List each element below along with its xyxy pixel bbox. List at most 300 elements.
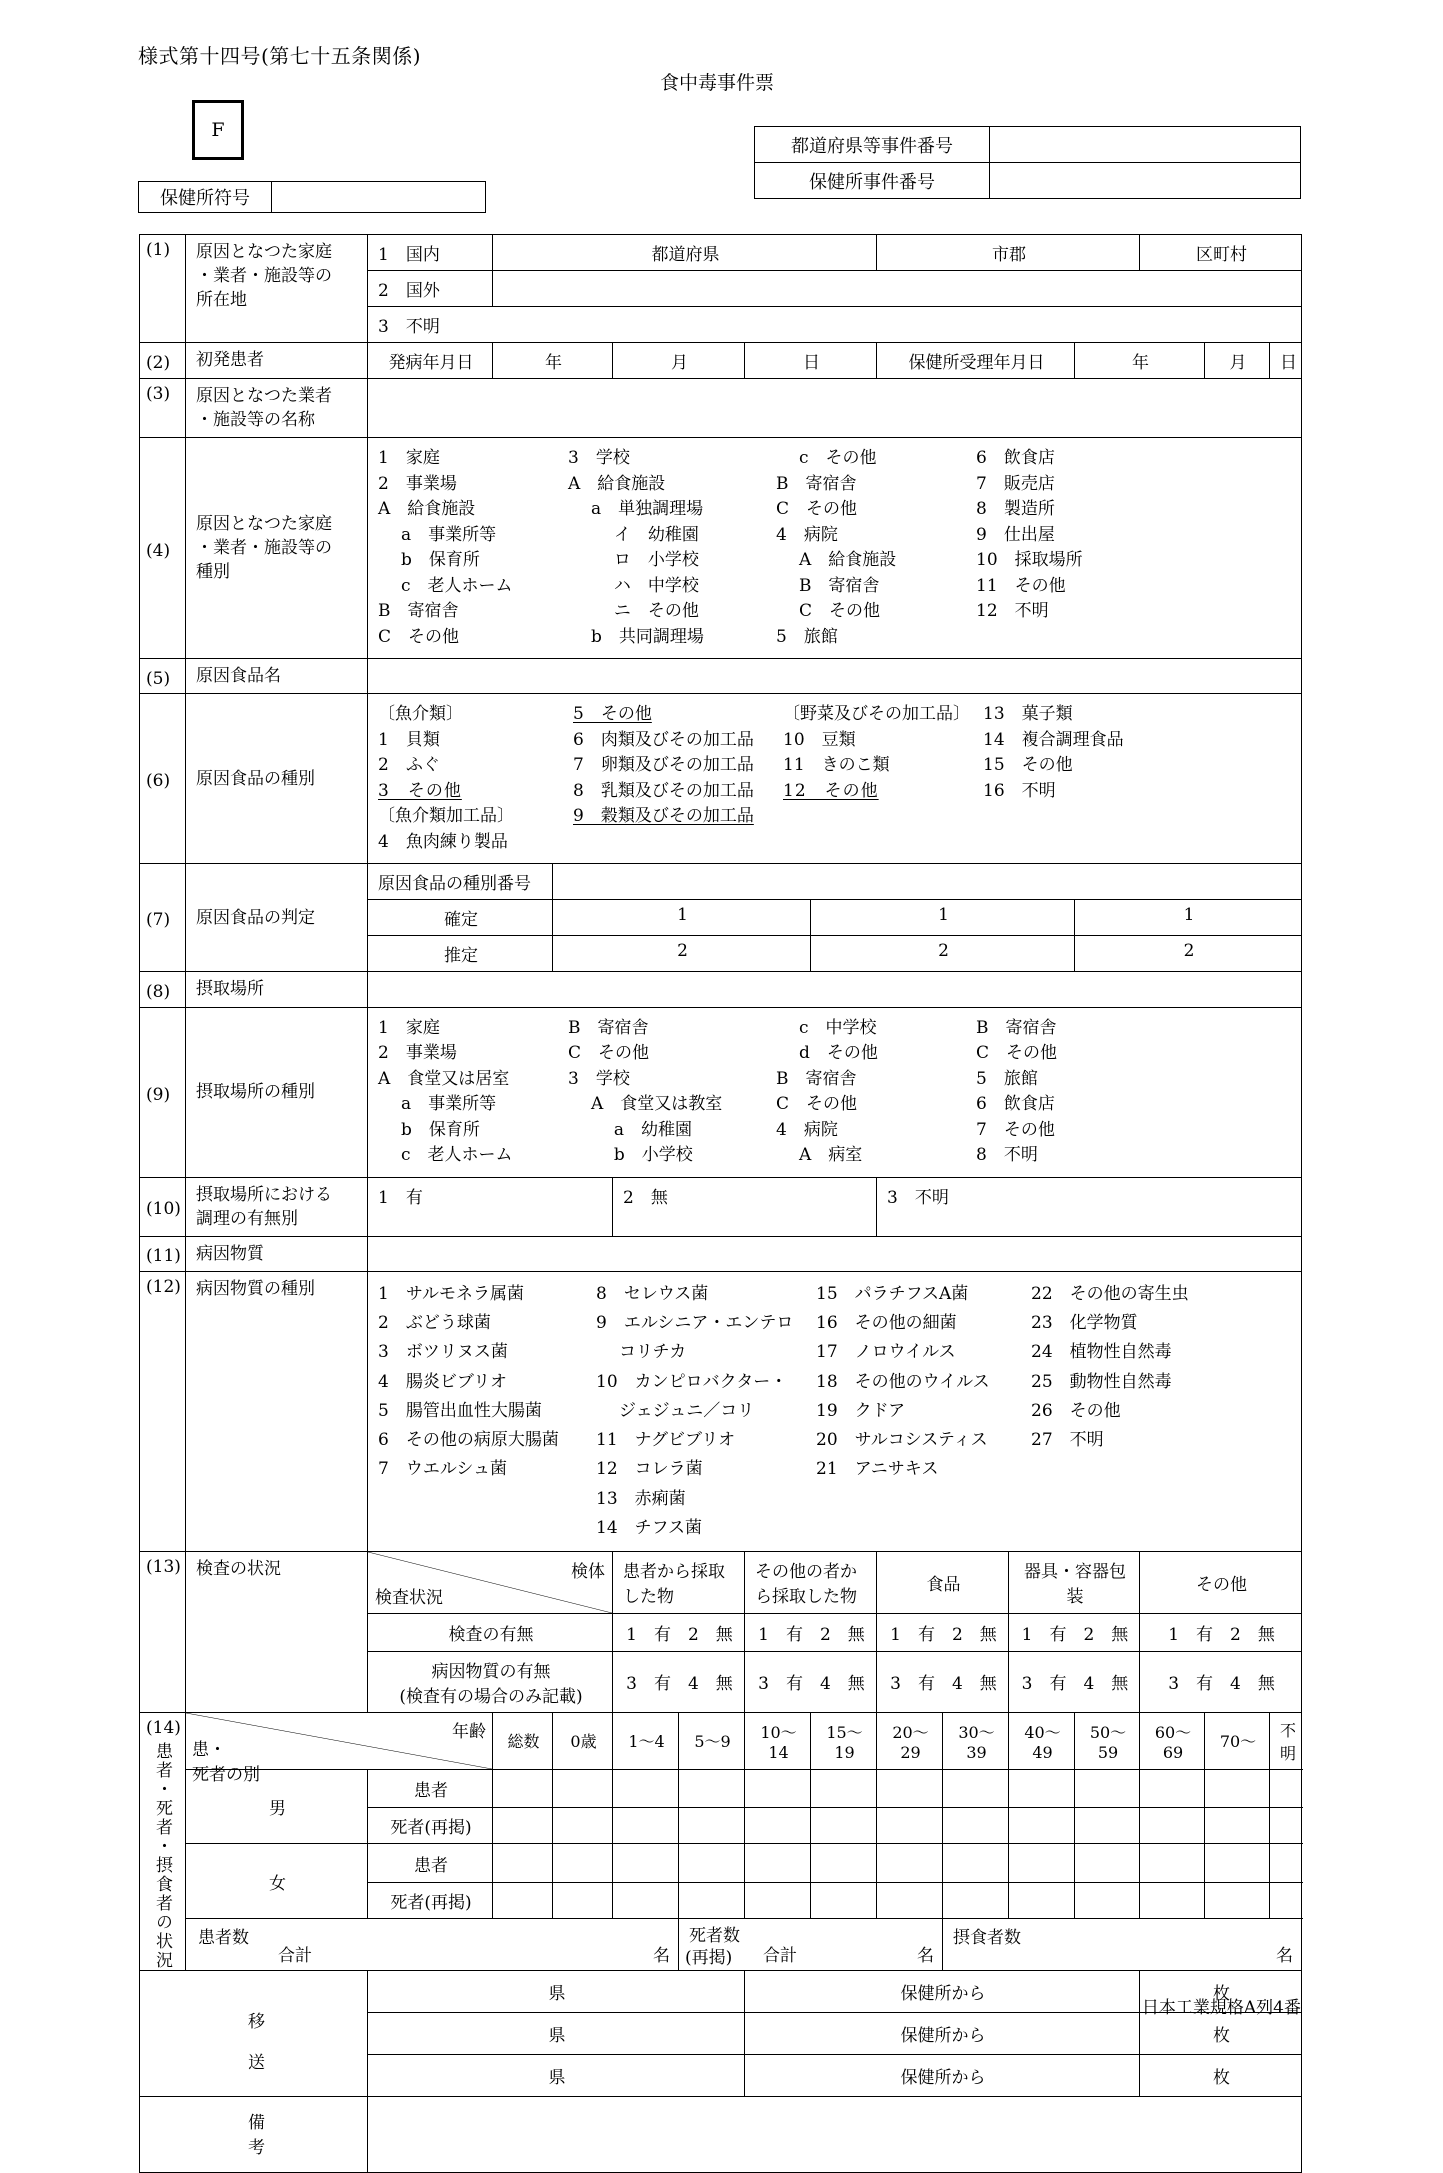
col-sonota-l1: その他の者か bbox=[755, 1561, 857, 1582]
transfer-1-hokenjo[interactable]: 保健所から bbox=[745, 1970, 1140, 2012]
transfer-label bbox=[140, 1970, 368, 2096]
female-dead-40-49[interactable] bbox=[1009, 1882, 1075, 1918]
opt-saishu-basho[interactable]: 10 採取場所 bbox=[976, 550, 1083, 571]
section-6-label: 原因食品の種別 bbox=[186, 694, 368, 864]
opt9-rojin-home[interactable]: c 老人ホーム bbox=[400, 1145, 513, 1165]
hatsubyo-getsu[interactable]: 月 bbox=[613, 343, 745, 379]
section-8-input[interactable] bbox=[368, 972, 1302, 1007]
s13-r1-c5[interactable]: 1 有 2 無 bbox=[1140, 1613, 1302, 1651]
shisha-su-block bbox=[679, 1918, 943, 1970]
section-13-kensajokyo-label: 検査状況 bbox=[375, 1587, 443, 1608]
opt-kairui[interactable]: 1 貝類 bbox=[378, 729, 440, 750]
section-1-number: (1) bbox=[140, 235, 186, 343]
row-section-13 bbox=[140, 1551, 1302, 1613]
section-13-col-shokuhin: 食品 bbox=[877, 1551, 1009, 1613]
section-6-col2 bbox=[573, 702, 783, 855]
female-dead-5-9[interactable] bbox=[679, 1882, 745, 1918]
row-section-12 bbox=[140, 1271, 1302, 1551]
section-7-suitei-3[interactable]: 2 bbox=[1075, 936, 1302, 972]
opt9-kishukusha[interactable]: B 寄宿舎 bbox=[568, 1017, 649, 1038]
male-patient-50-59[interactable] bbox=[1075, 1769, 1140, 1808]
male-patient-30-39[interactable] bbox=[943, 1769, 1009, 1808]
hatsubyo-date-label: 発病年月日 bbox=[368, 343, 493, 379]
section-1-col-kuchoson: 区町村 bbox=[1140, 235, 1302, 271]
section-12-col2 bbox=[596, 1280, 816, 1543]
opt-nyurui[interactable]: 8 乳類及びその加工品 bbox=[573, 780, 754, 801]
opt9-c-sonota[interactable]: C その他 bbox=[776, 1094, 858, 1114]
opt12-campylobacter-cont: ジェジュニ／コリ bbox=[618, 1400, 755, 1421]
male-patient-fumei[interactable] bbox=[1270, 1769, 1302, 1808]
opt9-ryokan[interactable]: 5 旅館 bbox=[976, 1068, 1038, 1089]
section-10-number: (10) bbox=[140, 1177, 186, 1236]
transfer-1-ken[interactable]: 県 bbox=[368, 1970, 745, 2012]
hokenjo-jiken-bango-label: 保健所事件番号 bbox=[754, 162, 990, 199]
s13-r2-c1[interactable]: 3 有 4 無 bbox=[613, 1651, 745, 1712]
section-14-kanja-shisha-label bbox=[192, 1735, 260, 1785]
female-patient-fumei[interactable] bbox=[1270, 1844, 1302, 1883]
female-dead-0[interactable] bbox=[553, 1882, 613, 1918]
female-patient-40-49[interactable] bbox=[1009, 1844, 1075, 1883]
section-1-label-line2: ・業者・施設等の bbox=[196, 266, 332, 287]
age-col-5-9: 5〜9 bbox=[679, 1712, 745, 1769]
male-dead-5-9[interactable] bbox=[679, 1808, 745, 1844]
section-4-number: (4) bbox=[140, 438, 186, 659]
opt12-sonota-daichokin[interactable]: 6 その他の病原大腸菌 bbox=[378, 1430, 559, 1451]
section-10-label-line1: 摂取場所における bbox=[196, 1184, 332, 1205]
female-patient-label: 患者 bbox=[368, 1844, 493, 1883]
opt9-shokudo-matawa-kyoshitsu[interactable]: A 食堂又は教室 bbox=[590, 1094, 723, 1114]
age-col-20-29: 20〜29 bbox=[877, 1712, 943, 1769]
section-5-label: 原因食品名 bbox=[186, 659, 368, 694]
opt-shogakko[interactable]: ロ 小学校 bbox=[613, 550, 699, 571]
age-col-30-39: 30〜39 bbox=[943, 1712, 1009, 1769]
opt9-b-kishukusha[interactable]: B 寄宿舎 bbox=[776, 1068, 857, 1089]
juri-getsu[interactable]: 月 bbox=[1205, 343, 1270, 379]
opt9-yochien[interactable]: a 幼稚園 bbox=[613, 1119, 693, 1140]
s14-bl-l2: 死者の別 bbox=[192, 1764, 260, 1785]
opt-yochien[interactable]: イ 幼稚園 bbox=[613, 524, 699, 545]
opt9-chugakko[interactable]: c 中学校 bbox=[798, 1017, 877, 1038]
opt9-shogakko[interactable]: b 小学校 bbox=[613, 1145, 693, 1165]
age-col-10-14: 10〜14 bbox=[745, 1712, 811, 1769]
female-dead-30-39[interactable] bbox=[943, 1882, 1009, 1918]
age-col-70: 70〜 bbox=[1205, 1712, 1270, 1769]
female-dead-fumei[interactable] bbox=[1270, 1882, 1302, 1918]
hatsubyo-nen[interactable]: 年 bbox=[493, 343, 613, 379]
female-patient-1-4[interactable] bbox=[613, 1844, 679, 1883]
opt12-sonota-virus[interactable]: 18 その他のウイルス bbox=[816, 1371, 990, 1392]
section-13-row1-label: 検査の有無 bbox=[368, 1613, 613, 1651]
opt-jigyosho-nado[interactable]: a 事業所等 bbox=[400, 524, 497, 545]
opt12-cereus[interactable]: 8 セレウス菌 bbox=[596, 1283, 709, 1304]
s13-r1-c2[interactable]: 1 有 2 無 bbox=[745, 1613, 877, 1651]
s13-r1-c3[interactable]: 1 有 2 無 bbox=[877, 1613, 1009, 1651]
opt12-nag-vibrio[interactable]: 11 ナグビブリオ bbox=[596, 1430, 736, 1451]
opt-hanbaiten[interactable]: 7 販売店 bbox=[976, 473, 1055, 494]
sesshoku-su-label: 摂食者数 bbox=[953, 1927, 1021, 1948]
opt-byoin-sonota[interactable]: C その他 bbox=[798, 601, 880, 622]
section-1-label-line3: 所在地 bbox=[196, 290, 247, 311]
opt-c-sonota2[interactable]: C その他 bbox=[776, 499, 858, 520]
remarks-label-l1: 備 bbox=[248, 2112, 265, 2133]
section-12-options bbox=[368, 1271, 1302, 1551]
section-1-option-fumei[interactable]: 3 不明 bbox=[368, 307, 1302, 343]
opt9-hoikusho[interactable]: b 保育所 bbox=[400, 1119, 480, 1140]
transfer-3-ken[interactable]: 県 bbox=[368, 2054, 745, 2096]
opt-gyoniku-neri[interactable]: 4 魚肉練り製品 bbox=[378, 831, 508, 852]
opt-kyushoku-shisetsu[interactable]: A 給食施設 bbox=[378, 499, 476, 520]
s13-r2-c5[interactable]: 3 有 4 無 bbox=[1140, 1651, 1302, 1712]
male-dead-40-49[interactable] bbox=[1009, 1808, 1075, 1844]
opt9-shokudo-kyoshitsu[interactable]: A 食堂又は居室 bbox=[378, 1068, 510, 1089]
section-12-col3 bbox=[816, 1280, 1031, 1543]
juri-date-label: 保健所受理年月日 bbox=[877, 343, 1075, 379]
s13-r2-c4[interactable]: 3 有 4 無 bbox=[1009, 1651, 1140, 1712]
opt12-sarcocystis[interactable]: 20 サルコシスティス bbox=[816, 1430, 988, 1451]
section-10-label bbox=[186, 1177, 368, 1236]
female-dead-sosu[interactable] bbox=[493, 1882, 553, 1918]
section-12-label: 病因物質の種別 bbox=[186, 1271, 368, 1551]
opt9-gakko[interactable]: 3 学校 bbox=[568, 1068, 630, 1089]
opt12-sonota-26[interactable]: 26 その他 bbox=[1031, 1400, 1121, 1421]
male-dead-10-14[interactable] bbox=[745, 1808, 811, 1844]
row-section-5 bbox=[140, 659, 1302, 694]
section-7-kakutei-2[interactable]: 1 bbox=[811, 900, 1075, 936]
opt12-kudoa[interactable]: 19 クドア bbox=[816, 1400, 906, 1421]
opt12-kagaku-busshitsu[interactable]: 23 化学物質 bbox=[1031, 1313, 1138, 1334]
s13-r1-c4[interactable]: 1 有 2 無 bbox=[1009, 1613, 1140, 1651]
opt12-botulinus[interactable]: 3 ボツリヌス菌 bbox=[378, 1342, 508, 1363]
section-13-row2-label-l2: (検査有の場合のみ記載) bbox=[399, 1686, 583, 1707]
row-section-2 bbox=[140, 343, 1302, 379]
opt9-byoshitsu[interactable]: A 病室 bbox=[798, 1145, 863, 1165]
row-section-4 bbox=[140, 438, 1302, 659]
opt-rojin-home[interactable]: c 老人ホーム bbox=[400, 575, 513, 596]
section-13-col-sonota-mono bbox=[745, 1551, 877, 1613]
opt12-dobutsusei-shizendoku[interactable]: 25 動物性自然毒 bbox=[1031, 1371, 1172, 1392]
transfer-3-mai[interactable]: 枚 bbox=[1140, 2054, 1302, 2096]
female-dead-20-29[interactable] bbox=[877, 1882, 943, 1918]
section-9-options bbox=[368, 1007, 1302, 1177]
female-dead-1-4[interactable] bbox=[613, 1882, 679, 1918]
opt-fukugo-chori[interactable]: 14 複合調理食品 bbox=[983, 729, 1124, 750]
opt-ryokan[interactable]: 5 旅館 bbox=[776, 626, 838, 647]
section-12-number: (12) bbox=[140, 1271, 186, 1551]
female-dead-10-14[interactable] bbox=[745, 1882, 811, 1918]
kanja-su-block bbox=[186, 1918, 679, 1970]
male-dead-70[interactable] bbox=[1205, 1808, 1270, 1844]
opt-byoin[interactable]: 4 病院 bbox=[776, 524, 838, 545]
kanja-gokei-label: 合計 bbox=[278, 1945, 312, 1966]
male-dead-0[interactable] bbox=[553, 1808, 613, 1844]
opt-gakko[interactable]: 3 学校 bbox=[568, 448, 630, 469]
opt-seizosho[interactable]: 8 製造所 bbox=[976, 499, 1055, 520]
opt12-paratyphus-a[interactable]: 15 パラチフスA菌 bbox=[816, 1283, 969, 1304]
opt9-sonota[interactable]: C その他 bbox=[568, 1043, 650, 1063]
opt12-sonota-kiseichu[interactable]: 22 その他の寄生虫 bbox=[1031, 1283, 1189, 1304]
section-1-kokugai-input[interactable] bbox=[493, 271, 1302, 307]
row-section-7 bbox=[140, 864, 1302, 900]
female-patient-sosu[interactable] bbox=[493, 1844, 553, 1883]
male-patient-sosu[interactable] bbox=[493, 1769, 553, 1808]
section-13-row2-label bbox=[368, 1651, 613, 1712]
male-dead-15-19[interactable] bbox=[811, 1808, 877, 1844]
hatsubyo-nichi[interactable]: 日 bbox=[745, 343, 877, 379]
age-col-60-69: 60〜69 bbox=[1140, 1712, 1205, 1769]
section-10-opt-ari[interactable]: 1 有 bbox=[368, 1177, 613, 1236]
male-patient-1-4[interactable] bbox=[613, 1769, 679, 1808]
opt-tandoku-choriba[interactable]: a 単独調理場 bbox=[590, 499, 704, 520]
section-4-col3 bbox=[776, 446, 976, 650]
opt12-norovirus[interactable]: 17 ノロウイルス bbox=[816, 1342, 956, 1363]
female-patient-50-59[interactable] bbox=[1075, 1844, 1140, 1883]
section-3-label bbox=[186, 379, 368, 438]
male-patient-5-9[interactable] bbox=[679, 1769, 745, 1808]
opt-byoin-kyushoku[interactable]: A 給食施設 bbox=[798, 550, 897, 571]
transfer-label-l1: 移 bbox=[248, 2011, 265, 2032]
opt-sonota-11[interactable]: 11 その他 bbox=[976, 575, 1066, 596]
section-10-opt-nashi[interactable]: 2 無 bbox=[613, 1177, 877, 1236]
opt9-d-sonota[interactable]: d その他 bbox=[798, 1043, 878, 1063]
opt12-yersinia[interactable]: 9 エルシニア・エンテロ bbox=[596, 1313, 794, 1334]
female-patient-0[interactable] bbox=[553, 1844, 613, 1883]
section-8-number: (8) bbox=[140, 972, 186, 1007]
opt-shidashiya[interactable]: 9 仕出屋 bbox=[976, 524, 1055, 545]
section-13-kentai-label: 検体 bbox=[571, 1561, 605, 1582]
opt12-sonota-saikin[interactable]: 16 その他の細菌 bbox=[816, 1313, 957, 1334]
section-12-col4 bbox=[1031, 1280, 1189, 1543]
s13-r2-c3[interactable]: 3 有 4 無 bbox=[877, 1651, 1009, 1712]
opt-kokurui[interactable]: 9 穀類及びその加工品 bbox=[573, 806, 754, 827]
male-dead-1-4[interactable] bbox=[613, 1808, 679, 1844]
col-kanja-l2: した物 bbox=[623, 1586, 674, 1607]
opt12-budokyukin[interactable]: 2 ぶどう球菌 bbox=[378, 1313, 491, 1334]
opt9-sonota-7[interactable]: 7 その他 bbox=[976, 1119, 1055, 1140]
section-3-input[interactable] bbox=[368, 379, 1302, 438]
opt12-anisakis[interactable]: 21 アニサキス bbox=[816, 1459, 939, 1480]
male-dead-20-29[interactable] bbox=[877, 1808, 943, 1844]
remarks-input[interactable] bbox=[368, 2096, 1302, 2172]
juri-nichi[interactable]: 日 bbox=[1270, 343, 1302, 379]
section-6-options bbox=[368, 694, 1302, 864]
section-1-option-kokugai[interactable]: 2 国外 bbox=[368, 271, 493, 307]
row-section-3 bbox=[140, 379, 1302, 438]
female-patient-20-29[interactable] bbox=[877, 1844, 943, 1883]
section-7-kakutei-label: 確定 bbox=[368, 900, 553, 936]
opt-sonota-15[interactable]: 15 その他 bbox=[983, 755, 1073, 776]
section-4-label-line3: 種別 bbox=[196, 562, 230, 583]
todofuken-jiken-bango-input[interactable] bbox=[989, 126, 1301, 163]
section-6-col4 bbox=[983, 702, 1124, 855]
transfer-2-hokenjo[interactable]: 保健所から bbox=[745, 2012, 1140, 2054]
female-patient-5-9[interactable] bbox=[679, 1844, 745, 1883]
transfer-1-mai[interactable]: 枚 bbox=[1140, 1970, 1302, 2012]
opt-nikurui[interactable]: 6 肉類及びその加工品 bbox=[573, 729, 754, 750]
section-14-vertical-label: 患者・死者・摂食者の状況 bbox=[152, 1741, 172, 1970]
opt-kate[interactable]: 1 家庭 bbox=[378, 448, 440, 469]
opt9-c-sonota2[interactable]: C その他 bbox=[976, 1043, 1058, 1063]
opt-fugu[interactable]: 2 ふぐ bbox=[378, 755, 440, 776]
row-section-10 bbox=[140, 1177, 1302, 1236]
s14-bl-l1: 患・ bbox=[192, 1739, 226, 1760]
opt-c-sonota[interactable]: c その他 bbox=[798, 448, 877, 469]
opt-sonota-5[interactable]: 5 その他 bbox=[573, 704, 652, 725]
transfer-2-mai[interactable]: 枚 bbox=[1140, 2012, 1302, 2054]
opt9-b-kishukusha2[interactable]: B 寄宿舎 bbox=[976, 1017, 1057, 1038]
opt-yasai-sonota[interactable]: 12 その他 bbox=[783, 780, 879, 801]
opt-ranrui[interactable]: 7 卵類及びその加工品 bbox=[573, 755, 754, 776]
opt12-cholera[interactable]: 12 コレラ菌 bbox=[596, 1459, 703, 1480]
section-6-col1 bbox=[378, 702, 573, 855]
transfer-3-hokenjo[interactable]: 保健所から bbox=[745, 2054, 1140, 2096]
male-patient-0[interactable] bbox=[553, 1769, 613, 1808]
juri-nen[interactable]: 年 bbox=[1075, 343, 1205, 379]
opt9-jigyosho[interactable]: a 事業所等 bbox=[400, 1094, 497, 1114]
male-patient-20-29[interactable] bbox=[877, 1769, 943, 1808]
female-patient-10-14[interactable] bbox=[745, 1844, 811, 1883]
male-dead-sosu[interactable] bbox=[493, 1808, 553, 1844]
female-dead-70[interactable] bbox=[1205, 1882, 1270, 1918]
row-male-patient bbox=[140, 1769, 1302, 1808]
opt9-jigyojo[interactable]: 2 事業場 bbox=[378, 1043, 457, 1063]
section-7-kakutei-3[interactable]: 1 bbox=[1075, 900, 1302, 936]
hokenjo-fugo-input[interactable] bbox=[271, 181, 486, 213]
section-7-suitei-1[interactable]: 2 bbox=[553, 936, 811, 972]
male-dead-30-39[interactable] bbox=[943, 1808, 1009, 1844]
form-type-mark: F bbox=[192, 100, 244, 160]
male-dead-60-69[interactable] bbox=[1140, 1808, 1205, 1844]
male-patient-60-69[interactable] bbox=[1140, 1769, 1205, 1808]
row-section-8 bbox=[140, 972, 1302, 1007]
female-patient-15-19[interactable] bbox=[811, 1844, 877, 1883]
opt12-campylobacter[interactable]: 10 カンピロバクター・ bbox=[596, 1371, 788, 1392]
opt12-welchii[interactable]: 7 ウエルシュ菌 bbox=[378, 1459, 508, 1480]
section-7-suitei-label: 推定 bbox=[368, 936, 553, 972]
section-4-label-line1: 原因となつた家庭 bbox=[196, 514, 332, 535]
section-7-suitei-2[interactable]: 2 bbox=[811, 936, 1075, 972]
row-section-14-summary bbox=[140, 1918, 1302, 1970]
row-transfer-1 bbox=[140, 1970, 1302, 2012]
male-dead-label: 死者(再掲) bbox=[368, 1808, 493, 1844]
section-9-col4 bbox=[976, 1016, 1057, 1169]
opt-kyodo-choriba[interactable]: b 共同調理場 bbox=[590, 626, 704, 647]
section-4-col2 bbox=[568, 446, 776, 650]
age-col-sosu: 総数 bbox=[493, 1712, 553, 1769]
section-4-label-line2: ・業者・施設等の bbox=[196, 538, 332, 559]
section-11-label: 病因物質 bbox=[186, 1236, 368, 1271]
age-col-15-19: 15〜19 bbox=[811, 1712, 877, 1769]
section-1-option-kokunai[interactable]: 1 国内 bbox=[368, 235, 493, 271]
male-patient-10-14[interactable] bbox=[745, 1769, 811, 1808]
opt-gakko-sonota[interactable]: ニ その他 bbox=[613, 601, 699, 622]
form-number: 様式第十四号(第七十五条関係) bbox=[138, 44, 422, 68]
opt-kishukusha[interactable]: B 寄宿舎 bbox=[378, 601, 459, 622]
opt-inshokuten[interactable]: 6 飲食店 bbox=[976, 448, 1055, 469]
section-14-number-and-vertical-label bbox=[140, 1712, 186, 1970]
section-7-kakutei-1[interactable]: 1 bbox=[553, 900, 811, 936]
opt-gakko-kyushoku[interactable]: A 給食施設 bbox=[568, 473, 666, 494]
opt-b-kishukusha[interactable]: B 寄宿舎 bbox=[776, 473, 857, 494]
opt9-inshokuten[interactable]: 6 飲食店 bbox=[976, 1094, 1055, 1114]
section-6-col3 bbox=[783, 702, 983, 855]
opt-hoikusho[interactable]: b 保育所 bbox=[400, 550, 480, 571]
hokenjo-jiken-bango-input[interactable] bbox=[989, 162, 1301, 199]
section-2-label: 初発患者 bbox=[186, 343, 368, 379]
opt-fumei-12[interactable]: 12 不明 bbox=[976, 601, 1049, 622]
male-patient-40-49[interactable] bbox=[1009, 1769, 1075, 1808]
sesshoku-unit-label: 名 bbox=[1276, 1945, 1294, 1966]
opt-kashirui[interactable]: 13 菓子類 bbox=[983, 704, 1073, 725]
opt12-salmonella[interactable]: 1 サルモネラ属菌 bbox=[378, 1283, 524, 1304]
s13-r2-c2[interactable]: 3 有 4 無 bbox=[745, 1651, 877, 1712]
opt12-shokubutsusei-shizendoku[interactable]: 24 植物性自然毒 bbox=[1031, 1342, 1172, 1363]
male-dead-50-59[interactable] bbox=[1075, 1808, 1140, 1844]
opt9-fumei-8[interactable]: 8 不明 bbox=[976, 1145, 1038, 1165]
opt12-yersinia-cont: コリチカ bbox=[618, 1342, 687, 1363]
opt-kinokorui[interactable]: 11 きのこ類 bbox=[783, 755, 890, 776]
opt12-ehec[interactable]: 5 腸管出血性大腸菌 bbox=[378, 1400, 542, 1421]
opt12-typhus[interactable]: 14 チフス菌 bbox=[596, 1517, 702, 1538]
opt12-choen-vibrio[interactable]: 4 腸炎ビブリオ bbox=[378, 1371, 507, 1392]
male-patient-70[interactable] bbox=[1205, 1769, 1270, 1808]
section-11-input[interactable] bbox=[368, 1236, 1302, 1271]
opt-byoin-kishukusha[interactable]: B 寄宿舎 bbox=[798, 575, 880, 596]
sesshoku-su-block bbox=[943, 1918, 1302, 1970]
section-6-number: (6) bbox=[140, 694, 186, 864]
transfer-2-ken[interactable]: 県 bbox=[368, 2012, 745, 2054]
sex-male-label: 男 bbox=[186, 1769, 368, 1844]
section-5-input[interactable] bbox=[368, 659, 1302, 694]
section-4-options bbox=[368, 438, 1302, 659]
opt-jigyojo[interactable]: 2 事業場 bbox=[378, 473, 457, 494]
opt-mamerui[interactable]: 10 豆類 bbox=[783, 729, 856, 750]
opt-gyokai-sonota[interactable]: 3 その他 bbox=[378, 780, 462, 801]
remarks-label-l2: 考 bbox=[248, 2137, 265, 2158]
section-7-row-head: 原因食品の種別番号 bbox=[368, 864, 553, 900]
kanja-unit-label: 名 bbox=[653, 1945, 670, 1966]
male-patient-15-19[interactable] bbox=[811, 1769, 877, 1808]
row-female-patient bbox=[140, 1844, 1302, 1883]
section-10-opt-fumei[interactable]: 3 不明 bbox=[877, 1177, 1302, 1236]
age-col-40-49: 40〜49 bbox=[1009, 1712, 1075, 1769]
female-patient-70[interactable] bbox=[1205, 1844, 1270, 1883]
col-sonota-l2: ら採取した物 bbox=[755, 1586, 857, 1607]
hokenjo-fugo-label: 保健所符号 bbox=[138, 181, 272, 213]
female-dead-50-59[interactable] bbox=[1075, 1882, 1140, 1918]
female-dead-15-19[interactable] bbox=[811, 1882, 877, 1918]
section-3-number: (3) bbox=[140, 379, 186, 438]
row-section-6 bbox=[140, 694, 1302, 864]
opt9-katei[interactable]: 1 家庭 bbox=[378, 1017, 440, 1038]
female-patient-60-69[interactable] bbox=[1140, 1844, 1205, 1883]
shisha-unit-label: 名 bbox=[917, 1945, 934, 1966]
section-7-head-input[interactable] bbox=[553, 864, 1302, 900]
opt-chugakko[interactable]: ハ 中学校 bbox=[613, 575, 699, 596]
opt-fumei-16[interactable]: 16 不明 bbox=[983, 780, 1056, 801]
opt12-fumei-27[interactable]: 27 不明 bbox=[1031, 1430, 1104, 1451]
female-patient-30-39[interactable] bbox=[943, 1844, 1009, 1883]
section-14-diagonal-header bbox=[186, 1712, 493, 1785]
s13-r1-c1[interactable]: 1 有 2 無 bbox=[613, 1613, 745, 1651]
male-dead-fumei[interactable] bbox=[1270, 1808, 1302, 1844]
opt12-sekiri[interactable]: 13 赤痢菌 bbox=[596, 1488, 686, 1509]
opt-gyokairui-kakohin-group: 〔魚介類加工品〕 bbox=[378, 806, 514, 827]
section-4-label bbox=[186, 438, 368, 659]
kanja-su-label: 患者数 bbox=[198, 1927, 249, 1948]
opt9-byoin[interactable]: 4 病院 bbox=[776, 1119, 838, 1140]
female-dead-60-69[interactable] bbox=[1140, 1882, 1205, 1918]
opt-sonota[interactable]: C その他 bbox=[378, 626, 460, 647]
